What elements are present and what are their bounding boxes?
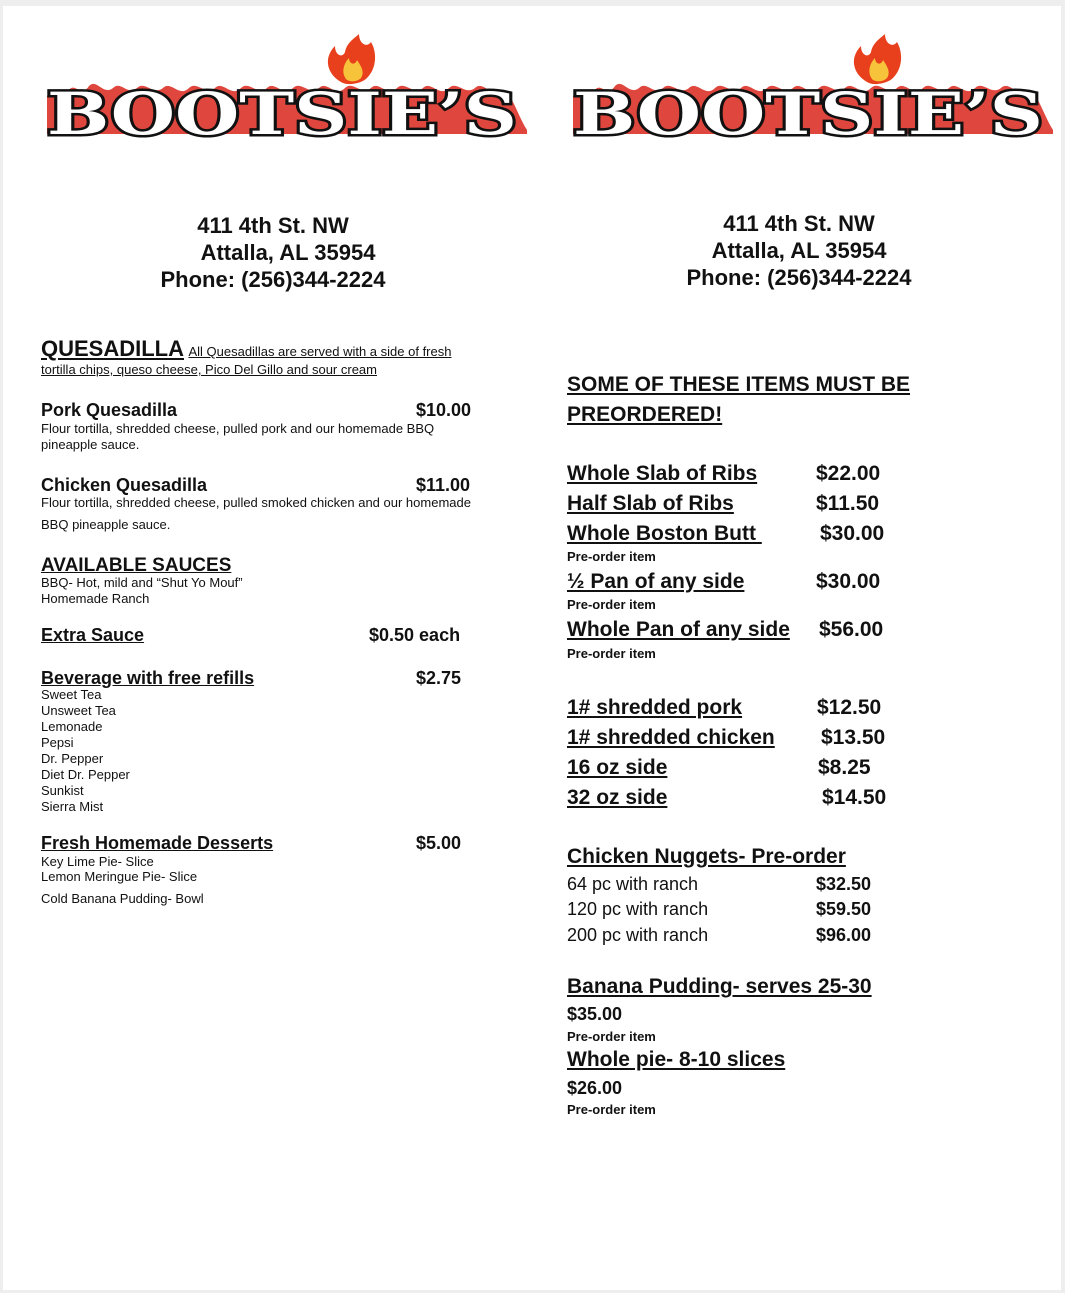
chicken-quesadilla-desc-1: Flour tortilla, shredded cheese, pulled smoked chicken and our homemade — [41, 495, 471, 510]
quesadilla-note-1: All Quesadillas are served with a side of fresh — [188, 344, 452, 359]
half-pan-name: ½ Pan of any side — [567, 570, 745, 593]
boston-butt-name: Whole Boston Butt — [567, 522, 762, 545]
preorder-note: Pre-order item — [567, 1102, 656, 1117]
phone: Phone: (256)344-2224 — [160, 267, 386, 292]
preorder-note: Pre-order item — [567, 646, 656, 661]
pie-title: Whole pie- 8-10 slices — [567, 1048, 786, 1071]
pie-price: $26.00 — [567, 1078, 623, 1098]
extra-sauce-price: $0.50 each — [369, 625, 461, 645]
chicken-lb-name: 1# shredded chicken — [567, 726, 775, 749]
side-32-name: 32 oz side — [567, 786, 668, 809]
quesadilla-title: QUESADILLA — [41, 336, 184, 361]
chicken-quesadilla-desc-2: BBQ pineapple sauce. — [41, 517, 171, 532]
whole-slab-name: Whole Slab of Ribs — [567, 462, 758, 485]
quesadilla-note-2: tortilla chips, queso cheese, Pico Del Gillo and sour cream — [41, 362, 377, 377]
nuggets-row-3-label: 200 pc with ranch — [567, 925, 709, 945]
sauces-title: AVAILABLE SAUCES — [41, 555, 232, 576]
chicken-lb-price: $13.50 — [821, 726, 886, 749]
list-item: Dr. Pepper — [41, 751, 104, 766]
desserts-price: $5.00 — [416, 833, 462, 853]
list-item: Unsweet Tea — [41, 703, 116, 718]
dessert-item-2: Lemon Meringue Pie- Slice — [41, 869, 198, 884]
half-slab-price: $11.50 — [816, 492, 880, 515]
beverage-list — [41, 687, 130, 815]
desserts-title: Fresh Homemade Desserts — [41, 833, 274, 853]
address-block — [133, 212, 413, 293]
pork-quesadilla-desc: Flour tortilla, shredded cheese, pulled pork and our homemade BBQ pineapple sauce. — [41, 421, 435, 452]
pork-quesadilla-price: $10.00 — [416, 400, 472, 420]
side-32-price: $14.50 — [822, 786, 887, 809]
phone: Phone: (256)344-2224 — [686, 265, 912, 290]
beverage-price: $2.75 — [416, 668, 462, 688]
preorder-heading: SOME OF THESE ITEMS MUST BE PREORDERED! — [567, 373, 911, 426]
list-item: Sweet Tea — [41, 687, 102, 702]
address-line2: Attalla, AL 35954 — [711, 238, 887, 263]
menu-page — [3, 6, 1061, 1290]
nuggets-row-2-price: $59.50 — [816, 899, 872, 919]
extra-sauce-title: Extra Sauce — [41, 625, 145, 645]
list-item: Pepsi — [41, 735, 74, 750]
chicken-quesadilla-title: Chicken Quesadilla — [41, 475, 208, 495]
half-slab-name: Half Slab of Ribs — [567, 492, 734, 515]
bootsies-logo — [567, 34, 1057, 144]
banana-title: Banana Pudding- serves 25-30 — [567, 975, 872, 998]
list-item: Lemonade — [41, 719, 103, 734]
flame-icon — [567, 34, 1057, 144]
quesadilla-header — [41, 336, 451, 362]
whole-slab-price: $22.00 — [816, 462, 881, 485]
list-item: Sunkist — [41, 783, 84, 798]
address-line1: 411 4th St. NW — [197, 213, 349, 238]
address-line1: 411 4th St. NW — [723, 211, 875, 236]
chicken-quesadilla-price: $11.00 — [416, 475, 471, 495]
nuggets-title: Chicken Nuggets- Pre-order — [567, 845, 846, 868]
svg-text:BOOTSIE’S: BOOTSIE’S — [573, 80, 1043, 144]
half-pan-price: $30.00 — [816, 570, 881, 593]
nuggets-row-1-price: $32.50 — [816, 874, 872, 894]
banana-price: $35.00 — [567, 1004, 623, 1024]
preorder-note: Pre-order item — [567, 597, 656, 612]
address-block — [649, 210, 949, 291]
beverage-title: Beverage with free refills — [41, 668, 255, 688]
side-16-price: $8.25 — [818, 756, 871, 779]
preorder-note: Pre-order item — [567, 1029, 656, 1044]
flame-icon — [41, 34, 531, 144]
address-line2: Attalla, AL 35954 — [200, 240, 376, 265]
dessert-item-3: Cold Banana Pudding- Bowl — [41, 891, 204, 906]
svg-text:BOOTSIE’S: BOOTSIE’S — [47, 80, 517, 144]
pork-lb-price: $12.50 — [817, 696, 882, 719]
side-16-name: 16 oz side — [567, 756, 668, 779]
pork-quesadilla-title: Pork Quesadilla — [41, 400, 178, 420]
list-item: Sierra Mist — [41, 799, 104, 814]
whole-pan-price: $56.00 — [819, 618, 884, 641]
preorder-note: Pre-order item — [567, 549, 656, 564]
nuggets-row-3-price: $96.00 — [816, 925, 872, 945]
whole-pan-name: Whole Pan of any side — [567, 618, 790, 641]
list-item: Diet Dr. Pepper — [41, 767, 130, 782]
pork-lb-name: 1# shredded pork — [567, 696, 743, 719]
boston-butt-price: $30.00 — [820, 522, 885, 545]
sauces-line-1: BBQ- Hot, mild and “Shut Yo Mouf” — [41, 575, 243, 590]
bootsies-logo — [41, 34, 531, 144]
dessert-item-1: Key Lime Pie- Slice — [41, 854, 154, 869]
nuggets-row-1-label: 64 pc with ranch — [567, 874, 699, 894]
sauces-line-2: Homemade Ranch — [41, 591, 150, 606]
nuggets-row-2-label: 120 pc with ranch — [567, 899, 709, 919]
